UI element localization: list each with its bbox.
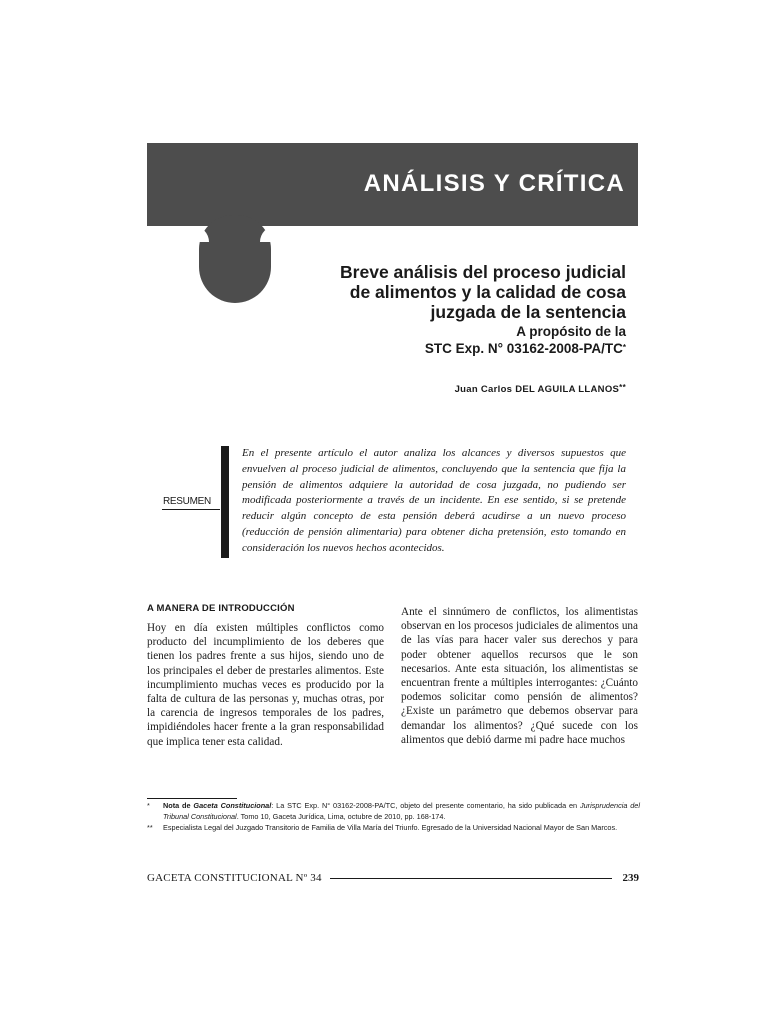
- footnote-text: . Tomo 10, Gaceta Jurídica, Lima, octubre de 2010, pp. 168-174.: [236, 812, 446, 821]
- journal-footer: GACETA CONSTITUCIONAL Nº 34: [147, 872, 322, 884]
- author-name: [455, 384, 626, 395]
- abstract-label: RESUMEN: [163, 496, 211, 507]
- abstract-text: En el presente artículo el autor analiza los alcances y diversos supuestos que envuelven al proceso judicial de alimentos, concluyendo que la sentencia que fija la pensión de alimentos adquiere la autoridad de cosa juzgada, no pudiendo ser modificada posteriormente a través de un incidente. En ese sentido, si se pretende reducir algún concepto de esta pensión deberá acudirse a un nuevo proceso (reducción de pensión alimentaria) para obtener dicha pretensión, esto tomando en consideración los nuevos hechos acontecidos.: [242, 447, 626, 554]
- article-title: [266, 262, 626, 322]
- page-number: 239: [622, 872, 639, 884]
- author-name-text: Juan Carlos DEL AGUILA LLANOS: [454, 384, 620, 395]
- section-title: ANÁLISIS Y CRÍTICA: [363, 170, 625, 197]
- footnote-2: [147, 822, 640, 833]
- article-subtitle-line: [266, 340, 626, 357]
- footnote-lead: Nota de: [163, 801, 191, 810]
- footnote-italic: Jurisprudencia del Tribunal Constitucional: [163, 801, 640, 821]
- footnote-lead-italic: Gaceta Constitucional: [193, 801, 272, 810]
- header-decorative-blob: [199, 215, 271, 303]
- abstract-label-underline: [162, 509, 220, 510]
- footnote-1: [147, 800, 640, 822]
- footnote-text: : La STC Exp. N° 03162-2008-PA/TC, objeto del presente comentario, ha sido publicada en: [271, 801, 578, 810]
- body-column-right: Ante el sinnúmero de conflictos, los alimentistas observan en los procesos judiciales de alimentos una de las vías para hacer valer sus derechos y para poder obtener aquellos recursos que le son necesarios. Ante esta situación, los alimentistas se encuentran frente a múltiples interrogantes: ¿Cuánto podemos solicitar como pensión de alimentos? ¿Existe un parámetro que debemos observar para demandar los alimentos? ¿Qué sucede con los alimentos que debió darme mi padre hace muchos: [401, 606, 638, 746]
- section-heading: A MANERA DE INTRODUCCIÓN: [147, 603, 295, 614]
- abstract-side-bar: [221, 446, 229, 558]
- article-title-line: Breve análisis del proceso judicial: [340, 262, 626, 282]
- footnote-mark: **: [147, 823, 153, 832]
- article-subtitle-line: A propósito de la: [516, 324, 626, 339]
- footnote-body: [163, 800, 640, 822]
- footnote-body: Especialista Legal del Juzgado Transitorio de Familia de Villa María del Triunfo. Egresado de la Universidad Nacional Mayor de San Marcos.: [163, 823, 618, 832]
- footnote-ref-2[interactable]: **: [619, 383, 626, 392]
- footnote-ref-1[interactable]: *: [622, 343, 626, 352]
- footnote-separator: [147, 798, 237, 799]
- footnote-mark: *: [147, 801, 150, 810]
- article-subtitle: [266, 323, 626, 357]
- article-title-line: de alimentos y la calidad de cosa: [349, 282, 626, 302]
- footer-rule: [330, 878, 612, 879]
- article-subtitle-text: STC Exp. N° 03162-2008-PA/TC: [424, 341, 623, 356]
- article-title-line: juzgada de la sentencia: [430, 302, 626, 322]
- body-column-left: Hoy en día existen múltiples conflictos como producto del incumplimiento de los deberes que tienen los padres frente a sus hijos, siendo uno de los principales el deber de prestarles alimentos. Este incumplimiento muchas veces es producido por la falta de cultura de las personas y, muchas otras, por la carencia de ingresos temporales de los padres, impidiéndoles hacer frente a la gran responsabilidad que implica tener esta calidad.: [147, 622, 384, 748]
